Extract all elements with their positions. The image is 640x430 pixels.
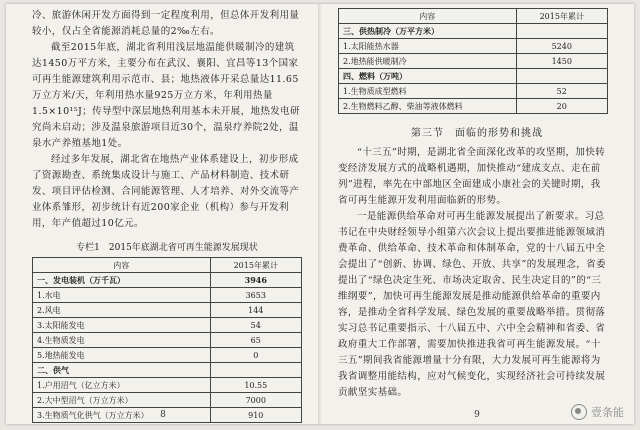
book-gutter — [318, 4, 322, 424]
table-caption: 专栏1 2015年底湖北省可再生能源发展现状 — [76, 243, 258, 253]
row-label: 1.户用沼气（亿立方米） — [33, 378, 211, 393]
row-value: 10.55 — [210, 378, 301, 393]
table-row — [33, 378, 302, 393]
wechat-logo-icon — [571, 404, 587, 420]
left-page-body — [10, 4, 316, 232]
row-value — [516, 69, 607, 84]
watermark — [571, 404, 624, 420]
row-label: 四、燃料（万吨） — [339, 69, 517, 84]
table-header-row — [339, 9, 608, 24]
row-label: 2.风电 — [33, 303, 211, 318]
table-row — [339, 24, 608, 39]
left-paragraph: 截至2015年底，湖北省利用浅层地温能供暖制冷的建筑达1450万平方米，主要分布在武汉、襄阳、宜昌等13个国家可再生能源建筑利用示范市、县；地热液体开采总量达11.65万立方米/天，年利用热水量925万立方米，年利用热量1.5×10¹⁵J；传导型中深层地热利用基本未开展，地热发电研究尚未启动；涉及温泉旅游项目近30个，温泉疗养院2处，温泉水产养殖基地1处。 — [32, 42, 300, 149]
table-row — [33, 333, 302, 348]
row-value: 20 — [516, 99, 607, 114]
row-label: 3.生物质气化供气（万立方米） — [33, 408, 211, 423]
table-row — [339, 84, 608, 99]
row-value: 54 — [210, 318, 301, 333]
row-label: 5.地热能发电 — [33, 348, 211, 363]
table-row — [339, 54, 608, 69]
row-value: 910 — [210, 408, 301, 423]
page-number: 9 — [474, 410, 480, 420]
row-label: 4.生物质发电 — [33, 333, 211, 348]
table-row — [339, 99, 608, 114]
left-table-block — [10, 240, 316, 423]
row-label: 1.生物质成型燃料 — [339, 84, 517, 99]
row-value: 3653 — [210, 288, 301, 303]
table-header-cell: 内容 — [339, 9, 517, 24]
table-header-cell: 2015年累计 — [210, 258, 301, 273]
row-label: 1.太阳能热水器 — [339, 39, 517, 54]
table-row — [33, 273, 302, 288]
right-table-body — [339, 24, 608, 114]
right-paragraph: 一是能源供给革命对可再生能源发展提出了新要求。习总书记在中央财经领导小组第六次会议上提出要推进能源领域消费革命、供给革命、技术革命和体制革命，党的十八届五中全会提出了“创新、协调、绿色、开放、共享”的发展理念，省委提出了“绿色决定生死、市场决定取舍、民生决定目的”的“三维纲要”，加快可再生能源发展是推动能源供给革命的重要内容，是推动全省科学发展、绿色发展的重要战略举措。贯彻落实习总书记重要指示、十八届五中、六中全会精神和省委、省政府重大工作部署，需要加快推进我省可再生能源发展。“十三五”期间我省能源增量十分有限，大力发展可再生能源将为我省调整用能结构，应对气候变化，实现经济社会可持续发展贡献坚实基础。 — [338, 211, 606, 398]
table-header-cell: 内容 — [33, 258, 211, 273]
row-value — [210, 363, 301, 378]
right-paragraph: “十三五”时期，是湖北省全面深化改革的攻坚期，加快转变经济发展方式的战略机遇期，加快推动“建成支点、走在前列”进程，率先在中部地区全面建成小康社会的关键时期，我省可再生能源开发利用面临新的形势。 — [338, 147, 606, 206]
table-header-row — [33, 258, 302, 273]
table-row — [33, 318, 302, 333]
row-value: 7000 — [210, 393, 301, 408]
right-page — [324, 4, 630, 424]
right-page-body — [324, 145, 630, 401]
right-table-block — [324, 4, 630, 114]
row-value: 144 — [210, 303, 301, 318]
row-value: 65 — [210, 333, 301, 348]
row-value: 5240 — [516, 39, 607, 54]
table-row — [339, 69, 608, 84]
book-spread — [6, 4, 634, 424]
row-label: 2.地热能供暖制冷 — [339, 54, 517, 69]
left-table — [32, 257, 302, 423]
row-value: 52 — [516, 84, 607, 99]
left-paragraph: 冷、旅游休闲开发方面得到一定程度利用，但总体开发利用量较小，仅占全省能源消耗总量的2‰左右。 — [32, 10, 300, 37]
table-row — [33, 393, 302, 408]
row-label: 一、发电装机（万千瓦） — [33, 273, 211, 288]
section-title: 第三节 面临的形势和挑战 — [411, 128, 543, 139]
row-value: 1450 — [516, 54, 607, 69]
watermark-text: 壹条能 — [591, 406, 624, 419]
row-label: 3.太阳能发电 — [33, 318, 211, 333]
page-number: 8 — [160, 410, 166, 420]
table-row — [33, 288, 302, 303]
table-row — [33, 348, 302, 363]
table-row — [33, 303, 302, 318]
row-label: 1.水电 — [33, 288, 211, 303]
row-label: 2.大中型沼气（万立方米） — [33, 393, 211, 408]
left-paragraph: 经过多年发展，湖北省在地热产业体系建设上，初步形成了资源勘查、系统集成设计与施工、产品材料制造、技术研发、项目评估检测、合同能源管理、人才培养、对外交流等产业体系雏形，初步统计有近200家企业（机构）参与开发利用，年产值超过10亿元。 — [32, 154, 300, 229]
row-label: 二、供气 — [33, 363, 211, 378]
right-table — [338, 8, 608, 114]
left-page — [10, 4, 316, 424]
row-value: 0 — [210, 348, 301, 363]
table-header-cell: 2015年累计 — [516, 9, 607, 24]
table-row — [33, 363, 302, 378]
row-label: 三、供热制冷（万平方米） — [339, 24, 517, 39]
table-row — [339, 39, 608, 54]
row-value: 3946 — [210, 273, 301, 288]
row-value — [516, 24, 607, 39]
row-label: 2.生物燃料乙醇、柴油等液体燃料 — [339, 99, 517, 114]
left-table-body — [33, 273, 302, 423]
